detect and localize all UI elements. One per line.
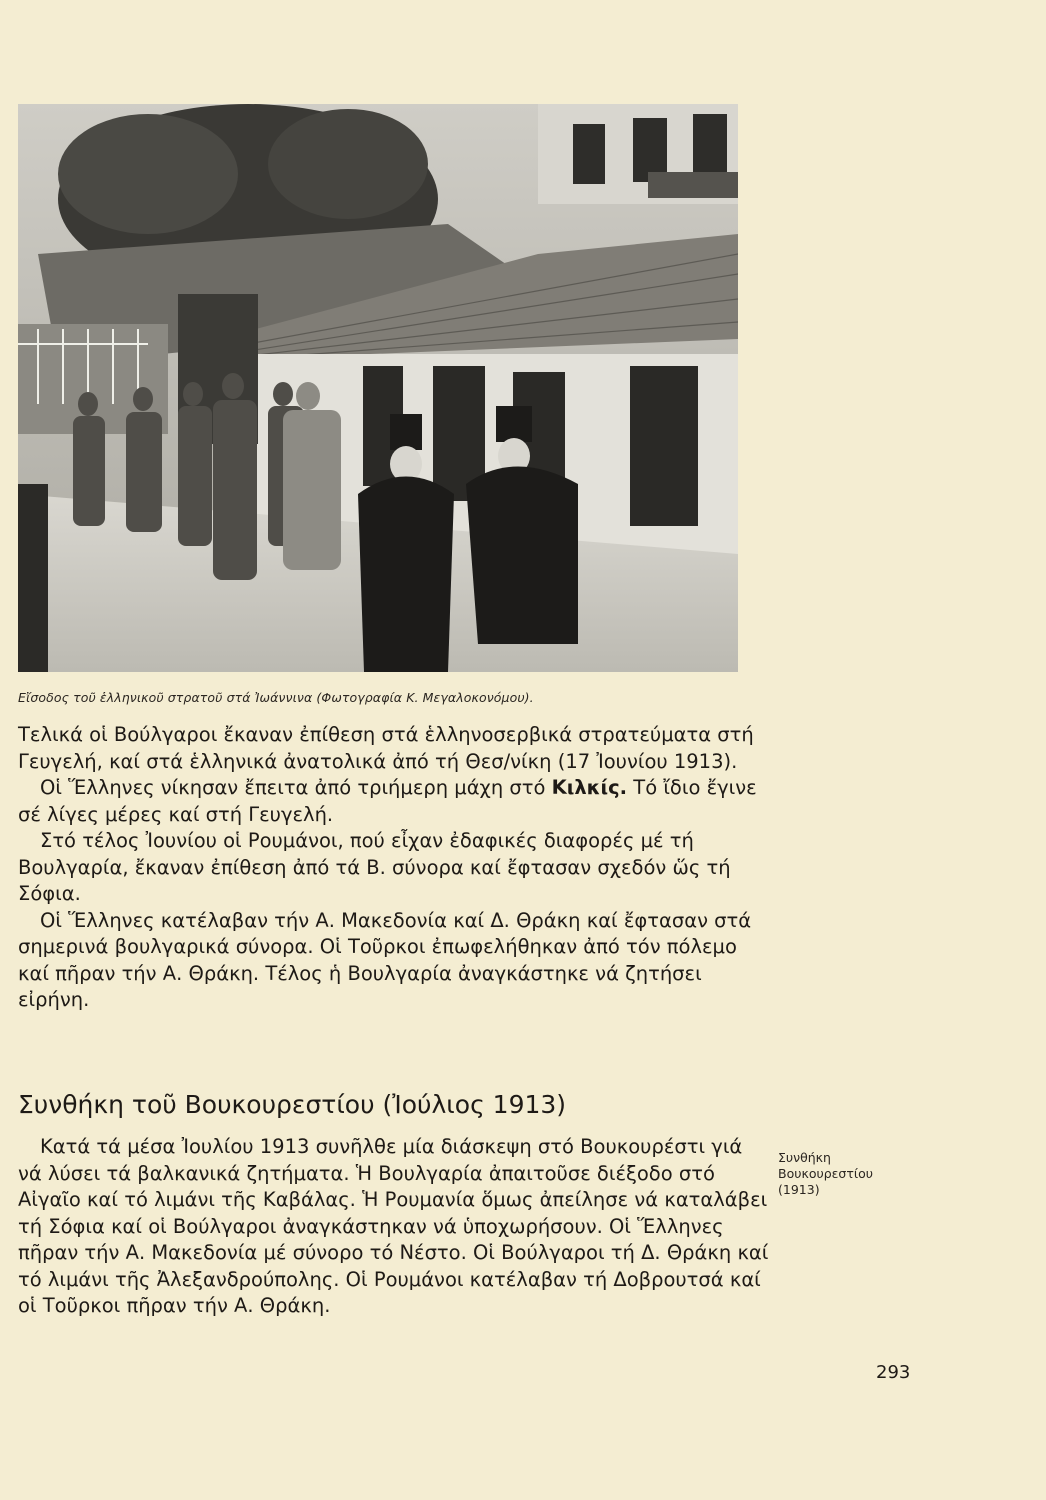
paragraph: Στό τέλος Ἰουνίου οἱ Ρουμάνοι, πού εἶχαν ἐδαφικές διαφορές μέ τή Βουλγαρία, ἔκαναν ἐπίθεση ἀπό τά Β. σύνορα καί ἔφτασαν σχεδόν ὥς τή Σόφια. (18, 829, 731, 905)
margin-note-line: Βουκουρεστίου (778, 1166, 873, 1181)
section-text (18, 1134, 770, 1320)
margin-note-line: Συνθήκη (778, 1150, 831, 1165)
photo-caption: Εἴσοδος τοῦ ἑλληνικοῦ στρατοῦ στά Ἰωάννινα (Φωτογραφία Κ. Μεγαλοκονόμου). (18, 690, 534, 705)
section-text (18, 722, 770, 1014)
margin-note (778, 1150, 918, 1198)
paragraph: Οἱ Ἕλληνες κατέλαβαν τήν Α. Μακεδονία καί Δ. Θράκη καί ἔφτασαν στά σημερινά βουλγαρικά σύνορα. Οἱ Τοῦρκοι ἐπωφελήθηκαν ἀπό τόν πόλεμο καί πῆραν τήν Α. Θράκη. Τέλος ἡ Βουλγαρία ἀναγκάστηκε νά ζητήσει εἰρήνη. (18, 908, 752, 1011)
margin-note-line: (1913) (778, 1182, 820, 1197)
paragraph-text: Τό ἴδιο ἔγινε σέ λίγες μέρες καί στή Γευγελή. (18, 776, 757, 826)
historical-photo (18, 104, 738, 672)
highlight-term: Κιλκίς. (551, 776, 628, 799)
page-number: 293 (876, 1362, 911, 1383)
paragraph-text: Οἱ Ἕλληνες νίκησαν ἔπειτα ἀπό τριήμερη μάχη στό (40, 776, 546, 799)
paragraph: Τελικά οἱ Βούλγαροι ἔκαναν ἐπίθεση στά ἑλληνοσερβικά στρατεύματα στή Γευγελή, καί στά ἑλληνικά ἀνατολικά ἀπό τή Θεσ/νίκη (17 Ἰουνίου 1913). (18, 723, 754, 773)
paragraph: Κατά τά μέσα Ἰουλίου 1913 συνῆλθε μία διάσκεψη στό Βουκουρέστι γιά νά λύσει τά βαλκανικά ζητήματα. Ἡ Βουλγαρία ἀπαιτοῦσε διέξοδο στό Αἰγαῖο καί τό λιμάνι τῆς Καβάλας. Ἡ Ρουμανία ὅμως ἀπείλησε νά καταλάβει τή Σόφια καί οἱ Βούλγαροι ἀναγκάστηκαν νά ὑποχωρήσουν. Οἱ Ἕλληνες πῆραν τήν Α. Μακεδονία μέ σύνορο τό Νέστο. Οἱ Βούλγαροι τή Δ. Θράκη καί τό λιμάνι τῆς Ἀλεξανδρούπολης. Οἱ Ρουμάνοι κατέλαβαν τή Δοβρουτσά καί οἱ Τοῦρκοι πῆραν τήν Α. Θράκη. (18, 1135, 769, 1317)
paragraph (18, 775, 770, 828)
section-heading: Συνθήκη τοῦ Βουκουρεστίου (Ἰούλιος 1913) (18, 1090, 567, 1119)
photo-illustration-icon (18, 104, 738, 672)
